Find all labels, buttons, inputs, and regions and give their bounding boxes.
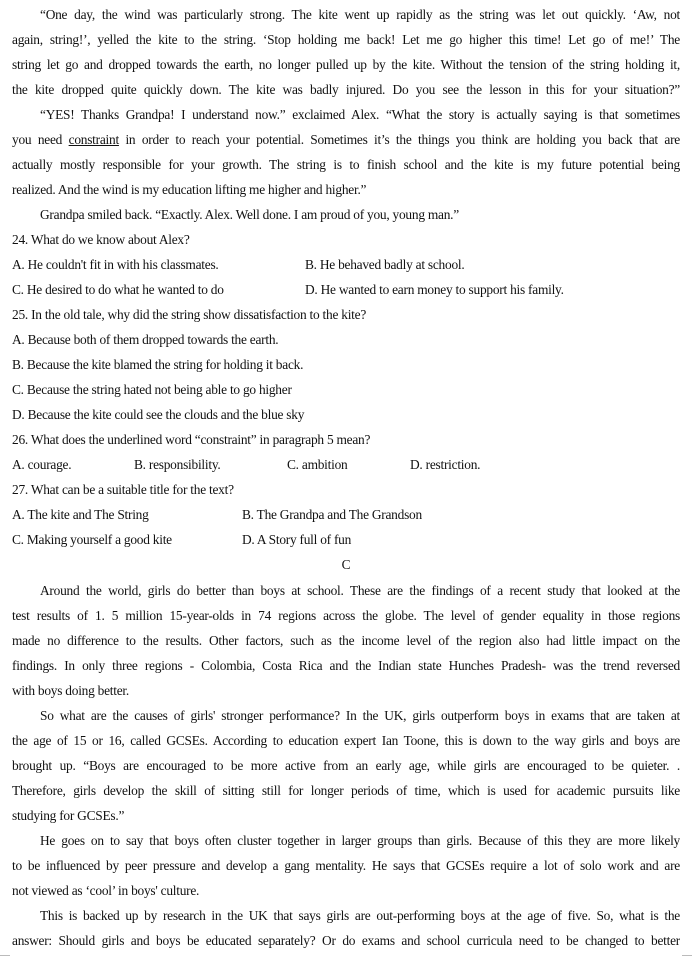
text-line: Around the world, girls do better than boys at school. These are the findings of a recent study that looked at the	[40, 583, 680, 598]
text-line: with boys doing better.	[12, 683, 129, 698]
text-line: realized. And the wind is my education lifting me higher and higher.”	[12, 182, 367, 197]
option-c: C. Because the string hated not being able to go higher	[12, 382, 292, 397]
text-segment: you need	[12, 132, 69, 147]
text-line: brought up. “Boys are encouraged to be more active from an early age, while girls are encouraged to be quieter. .	[12, 758, 680, 773]
text-line: actually mostly responsible for your growth. The string is to finish school and the kite is my future potential being	[12, 157, 680, 172]
text-line: studying for GCSEs.”	[12, 808, 125, 823]
text-line: So what are the causes of girls' stronger performance? In the UK, girls outperform boys in exams that are taken at	[40, 708, 680, 723]
text-line: Therefore, girls develop the skill of sitting still for longer periods of time, which is used for academic pursuits like	[12, 783, 680, 798]
text-line: “YES! Thanks Grandpa! I understand now.” exclaimed Alex. “What the story is actually saying is that sometimes	[40, 107, 680, 122]
text-line: again, string!’, yelled the kite to the string. ‘Stop holding me back! Let me go higher this time! Let go of me!’ The	[12, 32, 680, 47]
text-line: answer: Should girls and boys be educated separately? Or do exams and school curricula need to be changed to better	[12, 933, 680, 948]
text-line	[12, 127, 680, 152]
option-a: A. The kite and The String	[12, 507, 149, 522]
option-a: A. Because both of them dropped towards the earth.	[12, 332, 279, 347]
question-stem: 25. In the old tale, why did the string show dissatisfaction to the kite?	[12, 307, 367, 322]
text-line: to be influenced by peer pressure and develop a gang mentality. He says that GCSEs require a lot of solo work and are	[12, 858, 680, 873]
option-d: D. A Story full of fun	[242, 532, 352, 547]
question-stem: 27. What can be a suitable title for the text?	[12, 482, 234, 497]
option-a: A. He couldn't fit in with his classmates.	[12, 257, 219, 272]
paragraph-grandpa-smiled: Grandpa smiled back. “Exactly. Alex. Well done. I am proud of you, young man.”	[40, 207, 459, 222]
text-line: not viewed as ‘cool’ in boys' culture.	[12, 883, 200, 898]
option-d: D. restriction.	[410, 457, 481, 472]
text-segment: in order to reach your potential. Sometimes it’s the things you think are holding you back that are	[118, 132, 680, 147]
text-line: the kite dropped quite quickly down. The kite was badly injured. Do you see the lesson in this for your situation?”	[12, 82, 680, 97]
option-a: A. courage.	[12, 457, 72, 472]
option-b: B. The Grandpa and The Grandson	[242, 507, 422, 522]
text-line: the age of 15 or 16, called GCSEs. According to education expert Ian Toone, this is down to the way girls and boys are	[12, 733, 680, 748]
text-line: This is backed up by research in the UK that says girls are out-performing boys at the age of five. So, what is the	[40, 908, 680, 923]
question-stem: 26. What does the underlined word “constraint” in paragraph 5 mean?	[12, 432, 371, 447]
text-line: “One day, the wind was particularly strong. The kite went up rapidly as the string was let out quickly. ‘Aw, not	[40, 7, 680, 22]
page-corner-mark	[0, 955, 10, 956]
text-line: made no difference to the results. Other factors, such as the income level of the region also had little impact on the	[12, 633, 680, 648]
option-d: D. He wanted to earn money to support his family.	[305, 282, 564, 297]
page-corner-mark	[682, 955, 692, 956]
underlined-word-constraint: constraint	[68, 132, 119, 147]
question-stem: 24. What do we know about Alex?	[12, 232, 190, 247]
text-line: test results of 1. 5 million 15-year-olds in 74 regions across the globe. The level of gender equality in those regions	[12, 608, 680, 623]
option-b: B. He behaved badly at school.	[305, 257, 465, 272]
option-c: C. ambition	[287, 457, 348, 472]
section-heading: C	[341, 557, 351, 572]
option-b: B. responsibility.	[134, 457, 221, 472]
text-line: findings. In only three regions - Colombia, Costa Rica and the Indian state Hunches Pradesh- was the trend reversed	[12, 658, 680, 673]
text-line: He goes on to say that boys often cluster together in larger groups than girls. Because of this they are more likely	[40, 833, 680, 848]
option-b: B. Because the kite blamed the string for holding it back.	[12, 357, 304, 372]
option-c: C. Making yourself a good kite	[12, 532, 172, 547]
text-line: string let go and dropped towards the earth, no longer pulled up by the kite. Without the tension of the string holding it,	[12, 57, 680, 72]
option-c: C. He desired to do what he wanted to do	[12, 282, 224, 297]
option-d: D. Because the kite could see the clouds and the blue sky	[12, 407, 305, 422]
